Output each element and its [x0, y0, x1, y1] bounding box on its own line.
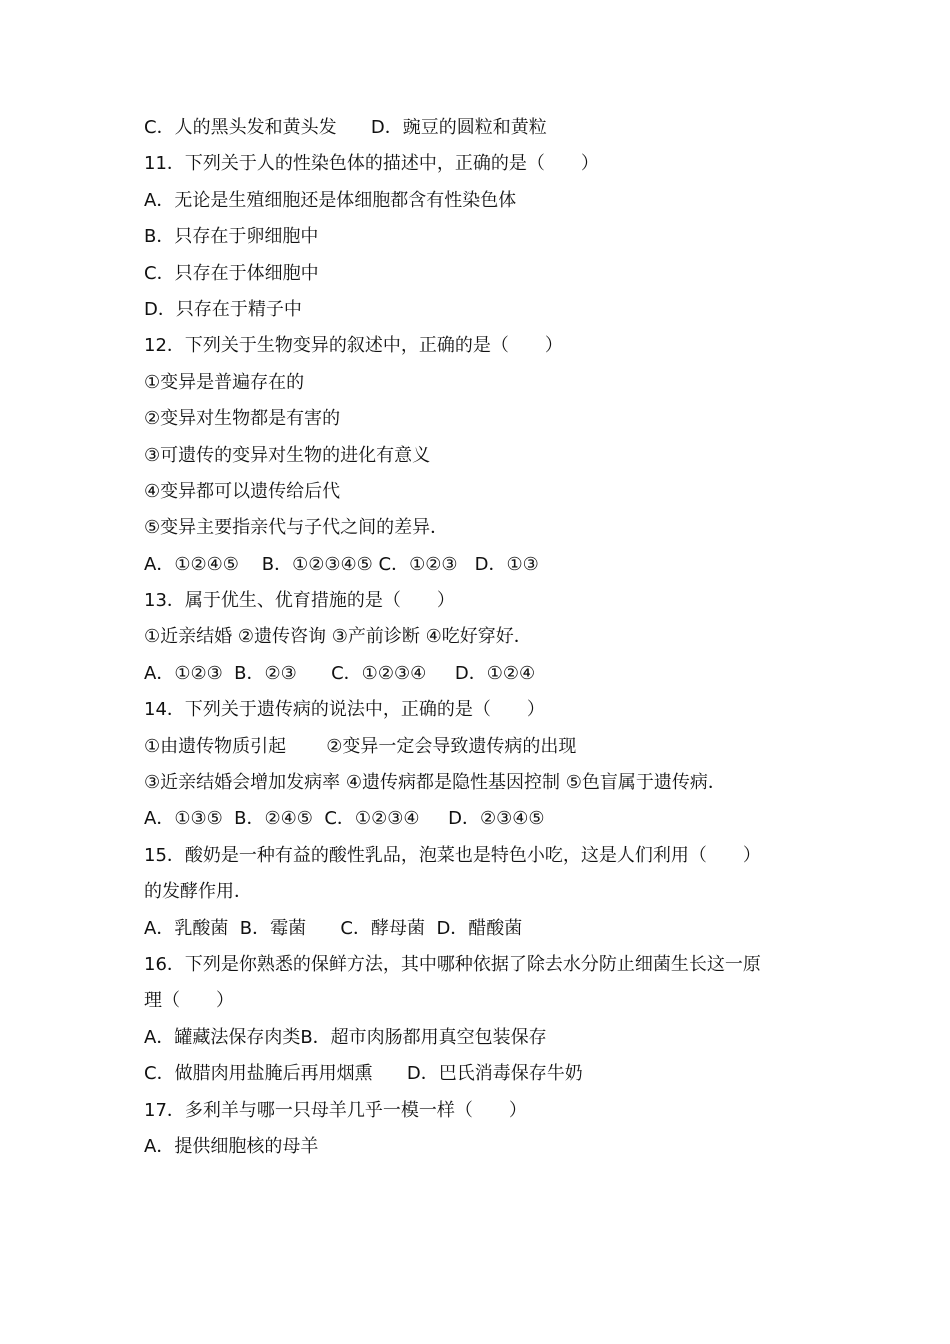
option-line: B．只存在于卵细胞中	[144, 226, 319, 248]
option-line: A．①②③ B．②③ C．①②③④ D．①②④	[144, 662, 536, 684]
option-line: A．乳酸菌 B．霉菌 C．酵母菌 D．醋酸菌	[144, 917, 523, 939]
question-13-stem: 13．属于优生、优育措施的是（ ）	[144, 590, 455, 612]
option-line: C．做腊肉用盐腌后再用烟熏 D．巴氏消毒保存牛奶	[144, 1063, 583, 1085]
question-15-stem: 15．酸奶是一种有益的酸性乳品，泡菜也是特色小吃，这是人们利用（ ）	[144, 844, 761, 866]
text-line: C．人的黑头发和黄头发 D．豌豆的圆粒和黄粒	[144, 117, 547, 138]
statement-line: ⑤变异主要指亲代与子代之间的差异．	[144, 517, 449, 539]
question-11-stem: 11．下列关于人的性染色体的描述中，正确的是（ ）	[144, 153, 599, 175]
option-line: A．提供细胞核的母羊	[144, 1135, 319, 1157]
statement-line: ①变异是普遍存在的	[144, 371, 305, 393]
statement-line: ③可遗传的变异对生物的进化有意义	[144, 444, 431, 466]
option-line: D．只存在于精子中	[144, 298, 302, 320]
option-line: A．①②④⑤ B．①②③④⑤ C．①②③ D．①③	[144, 553, 539, 575]
question-12-stem: 12．下列关于生物变异的叙述中，正确的是（ ）	[144, 335, 563, 357]
statement-line: ①由遗传物质引起 ②变异一定会导致遗传病的出现	[144, 735, 577, 757]
option-line: A．罐藏法保存肉类B．超市肉肠都用真空包装保存	[144, 1026, 547, 1048]
question-17-stem: 17．多利羊与哪一只母羊几乎一模一样（ ）	[144, 1099, 527, 1121]
statement-line: ①近亲结婚 ②遗传咨询 ③产前诊断 ④吃好穿好．	[144, 626, 532, 648]
question-text-block	[144, 110, 824, 1165]
statement-line: ④变异都可以遗传给后代	[144, 480, 341, 502]
question-16-stem: 16．下列是你熟悉的保鲜方法，其中哪种依据了除去水分防止细菌生长这一原	[144, 953, 761, 975]
question-15-stem-continued: 的发酵作用．	[144, 881, 252, 903]
option-line: A．①③⑤ B．②④⑤ C．①②③④ D．②③④⑤	[144, 808, 545, 830]
statement-line: ③近亲结婚会增加发病率 ④遗传病都是隐性基因控制 ⑤色盲属于遗传病．	[144, 772, 726, 794]
question-16-stem-continued: 理（ ）	[144, 990, 234, 1012]
question-14-stem: 14．下列关于遗传病的说法中，正确的是（ ）	[144, 699, 545, 721]
option-line: C．只存在于体细胞中	[144, 262, 319, 284]
statement-line: ②变异对生物都是有害的	[144, 408, 341, 430]
option-line: A．无论是生殖细胞还是体细胞都含有性染色体	[144, 189, 517, 211]
